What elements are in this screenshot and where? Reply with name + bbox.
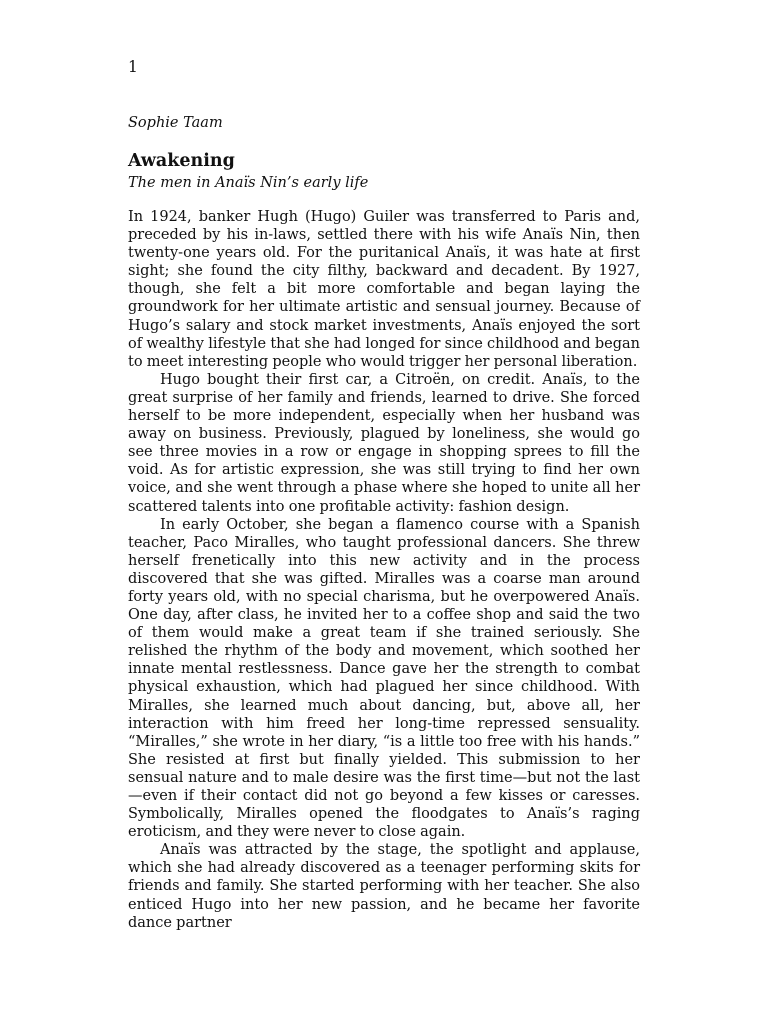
author-name: Sophie Taam	[128, 115, 223, 131]
page-number: 1	[128, 58, 138, 76]
paragraph-2: Hugo bought their first car, a Citroën, on credit. Anaïs, to the great surprise of her family and friends, learned to drive. She forced herself to be more independent, especially when her husband was away on business. Previously, plagued by loneliness, she would go see three movies in a row or engage in shopping sprees to fill the void. As for artistic expression, she was still trying to find her own voice, and she went through a phase where she hoped to unite all her scattered talents into one profitable activity: fashion design.	[128, 371, 640, 515]
paragraph-1: In 1924, banker Hugh (Hugo) Guiler was transferred to Paris and, preceded by his in-laws, settled there with his wife Anaïs Nin, then twenty-one years old. For the puritanical Anaïs, it was hate at first sight; she found the city filthy, backward and decadent. By 1927, though, she felt a bit more comfortable and began laying the groundwork for her ultimate artistic and sensual journey. Because of Hugo’s salary and stock market investments, Anaïs enjoyed the sort of wealthy lifestyle that she had longed for since childhood and began to meet interesting people who would trigger her personal liberation.	[128, 209, 640, 370]
body-text	[128, 208, 640, 932]
chapter-title: Awakening	[128, 151, 235, 171]
paragraph-4: Anaïs was attracted by the stage, the spotlight and applause, which she had already discovered as a teenager performing skits for friends and family. She started performing with her teacher. She also enticed Hugo into her new passion, and he became her favorite dance partner	[128, 842, 640, 931]
paragraph-3: In early October, she began a flamenco course with a Spanish teacher, Paco Miralles, who taught professional dancers. She threw herself frenetically into this new activity and in the process discovered that she was gifted. Miralles was a coarse man around forty years old, with no special charisma, but he overpowered Anaïs. One day, after class, he invited her to a coffee shop and said the two of them would make a great team if she trained seriously. She relished the rhythm of the body and movement, which soothed her innate mental restlessness. Dance gave her the strength to combat physical exhaustion, which had plagued her since childhood. With Miralles, she learned much about dancing, but, above all, her interaction with him freed her long-time repressed sensuality. “Miralles,” she wrote in her diary, “is a little too free with his hands.” She resisted at first but finally yielded. This submission to her sensual nature and to male desire was the first time—but not the last—even if their contact did not go beyond a few kisses or caresses. Symbolically, Miralles opened the floodgates to Anaïs’s raging eroticism, and they were never to close again.	[128, 516, 640, 841]
chapter-subtitle: The men in Anaïs Nin’s early life	[128, 175, 369, 191]
